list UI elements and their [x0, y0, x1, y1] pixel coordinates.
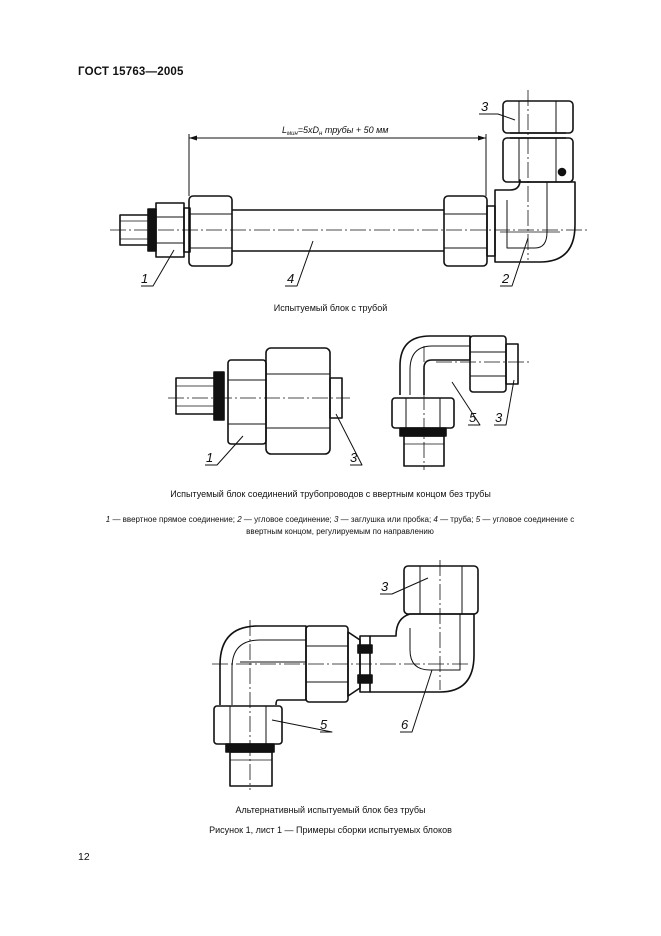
dimension-label: $L_{мин}=5xD_н$ трубы + 50 мм [282, 125, 389, 137]
callout-5: 5 [469, 410, 477, 425]
callout-5: 5 [320, 717, 328, 732]
figure1-caption: Испытуемый блок с трубой [273, 303, 388, 313]
callout-3: 3 [381, 579, 389, 594]
legend-num-1: 1 [105, 515, 111, 524]
callout-3: 3 [350, 450, 358, 465]
callout-1: 1 [206, 450, 214, 465]
legend-num-5: 5 [475, 515, 481, 524]
legend-num-3: 3 [333, 515, 339, 524]
legend-text-4: — труба; [437, 515, 476, 524]
legend-text-1: — ввертное прямое соединение; [110, 515, 238, 524]
figure3-drawing [212, 560, 478, 790]
legend-num-4: 4 [433, 515, 438, 524]
legend-text-5: — угловое соединение с ввертным концом, регулируемым по направлению [246, 515, 575, 536]
callout-3: 3 [481, 99, 489, 114]
legend-num-2: 2 [237, 515, 242, 524]
legend [100, 514, 580, 538]
callout-1: 1 [141, 271, 149, 286]
callout-2: 2 [502, 271, 510, 286]
legend-text-2: — угловое соединение; [241, 515, 334, 524]
figure2-drawing [168, 336, 530, 470]
callout-3b: 3 [495, 410, 503, 425]
figure3-caption: Альтернативный испытуемый блок без трубы [235, 805, 426, 815]
figure2-caption: Испытуемый блок соединений трубопроводов с ввертным концом без трубы [170, 489, 491, 499]
document-header: ГОСТ 15763—2005 [78, 66, 184, 78]
callout-4: 4 [287, 271, 295, 286]
figure-title: Рисунок 1, лист 1 — Примеры сборки испытуемых блоков [209, 825, 452, 835]
legend-text-3: — заглушка или пробка; [338, 515, 434, 524]
callout-6: 6 [401, 717, 409, 732]
figure1-drawing [110, 90, 590, 286]
page-number: 12 [78, 851, 90, 863]
